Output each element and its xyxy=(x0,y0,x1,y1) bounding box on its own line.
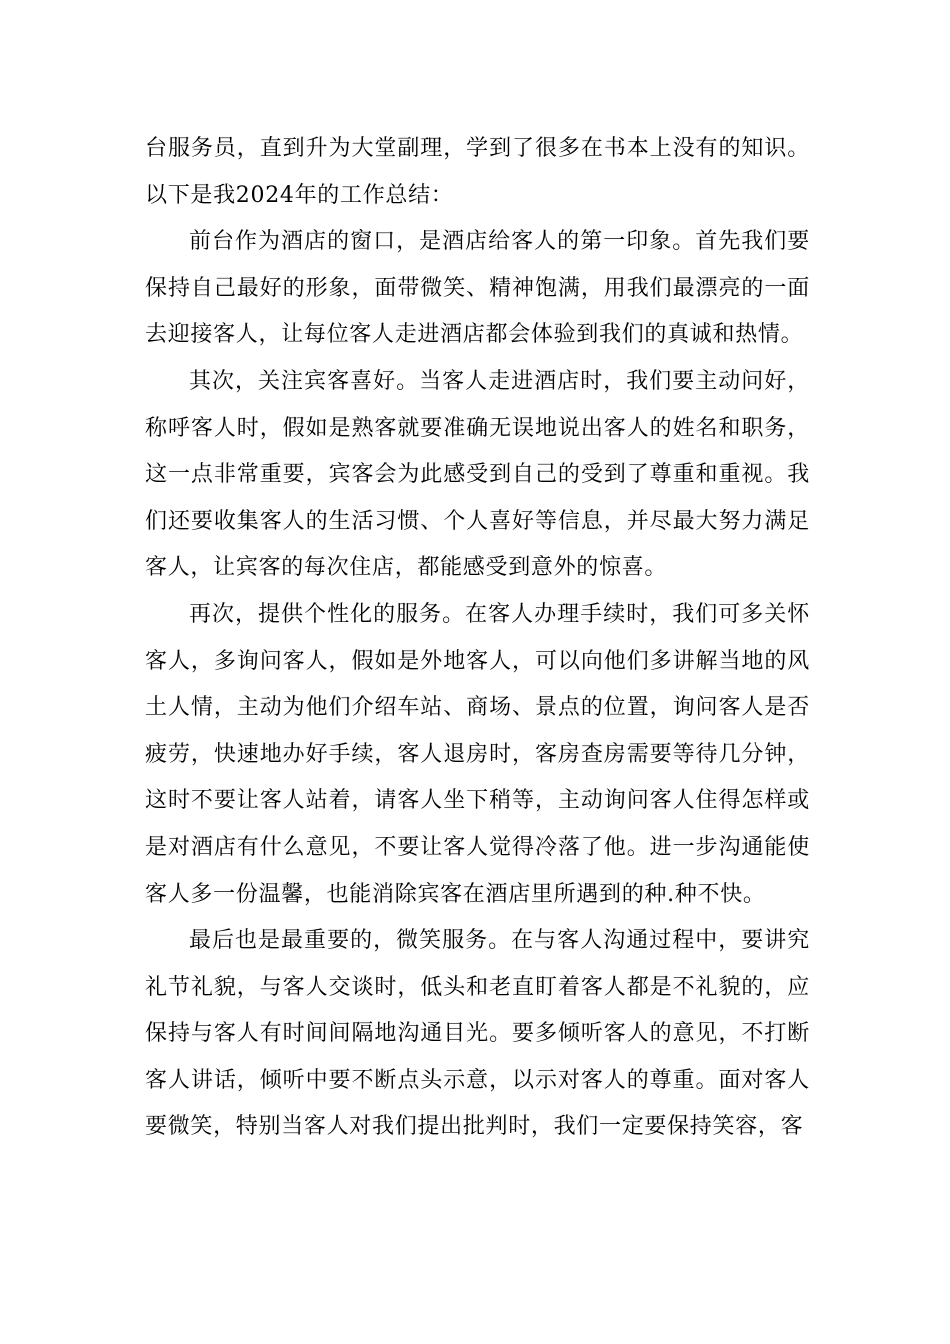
paragraph-personalized-service: 再次，提供个性化的服务。在客人办理手续时，我们可多关怀客人，多询问客人，假如是外地客人，可以向他们多讲解当地的风土人情，主动为他们介绍车站、商场、景点的位置，询问客人是否疲劳，快速地办好手续，客人退房时，客房查房需要等待几分钟，这时不要让客人站着，请客人坐下稍等，主动询问客人住得怎样或是对酒店有什么意见，不要让客人觉得冷落了他。进一步沟通能使客人多一份温馨，也能消除宾客在酒店里所遇到的种.种不快。 xyxy=(145,601,810,907)
paragraph-front-desk: 前台作为酒店的窗口，是酒店给客人的第一印象。首先我们要保持自己最好的形象，面带微笑、精神饱满，用我们最漂亮的一面去迎接客人，让每位客人走进酒店都会体验到我们的真诚和热情。 xyxy=(145,229,810,348)
paragraph-guest-preferences: 其次，关注宾客喜好。当客人走进酒店时，我们要主动问好，称呼客人时，假如是熟客就要准确无误地说出客人的姓名和职务，这一点非常重要，宾客会为此感受到自己的受到了尊重和重视。我们还要收集客人的生活习惯、个人喜好等信息，并尽最大努力满足客人，让宾客的每次住店，都能感受到意外的惊喜。 xyxy=(145,368,810,581)
paragraph-smile-service: 最后也是最重要的，微笑服务。在与客人沟通过程中，要讲究礼节礼貌，与客人交谈时，低头和老直盯着客人都是不礼貌的，应保持与客人有时间间隔地沟通目光。要多倾听客人的意见，不打断客人讲话，倾听中要不断点头示意，以示对客人的尊重。面对客人要微笑，特别当客人对我们提出批判时，我们一定要保持笑容，客 xyxy=(145,928,810,1140)
paragraph-continuation: 台服务员，直到升为大堂副理，学到了很多在书本上没有的知识。以下是我2024年的工作总结： xyxy=(145,136,810,208)
document-body xyxy=(145,126,810,1151)
